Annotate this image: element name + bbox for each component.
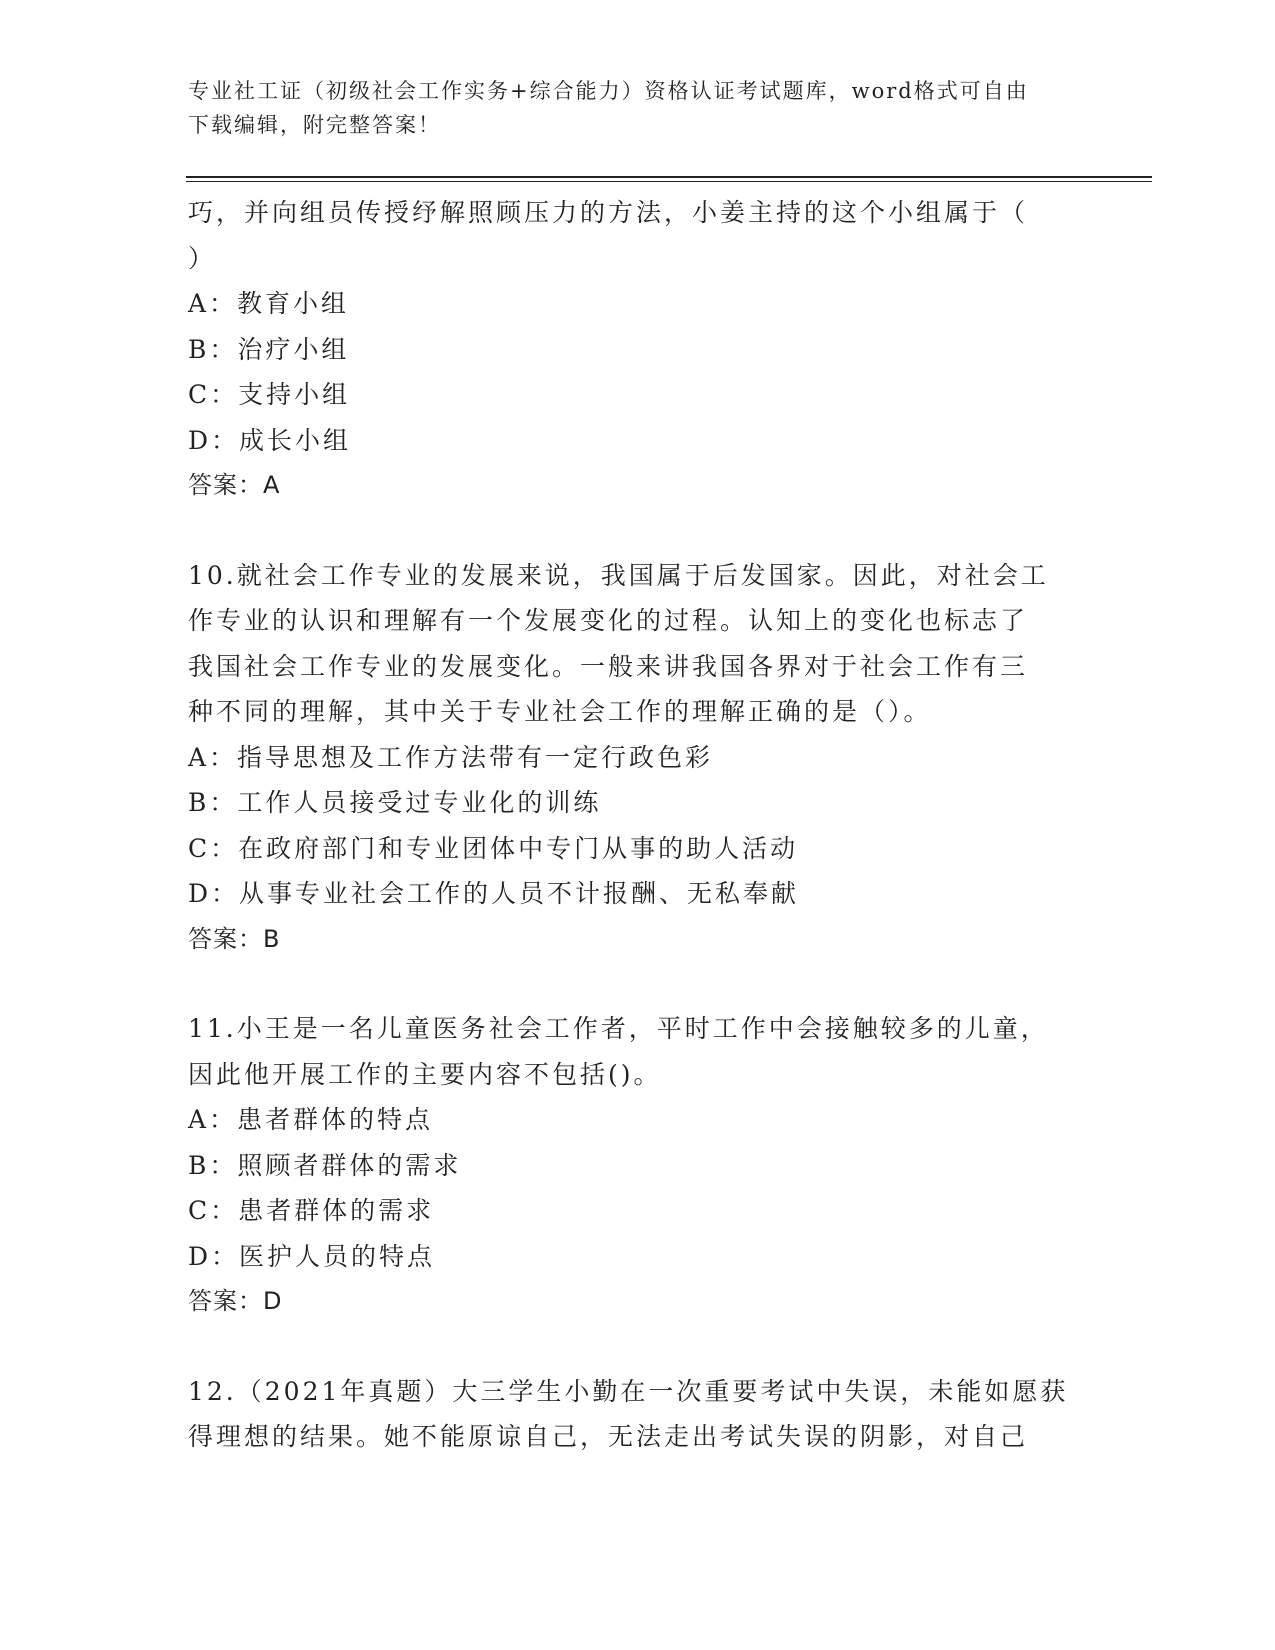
spacer — [188, 509, 1088, 553]
option-c: C：在政府部门和专业团体中专门从事的助人活动 — [188, 833, 799, 863]
option-d: D：成长小组 — [188, 425, 352, 455]
question-stem-line: 作专业的认识和理解有一个发展变化的过程。认知上的变化也标志了 — [188, 606, 1029, 635]
option-b: B：工作人员接受过专业化的训练 — [188, 788, 602, 817]
question-stem-line: 巧，并向组员传授纾解照顾压力的方法，小姜主持的这个小组属于（ — [188, 198, 1029, 227]
question-stem-line: 我国社会工作专业的发展变化。一般来讲我国各界对于社会工作有三 — [188, 651, 1029, 681]
option-c: C：支持小组 — [188, 380, 351, 409]
answer-line: 答案：B — [188, 924, 281, 953]
question-stem-line: ） — [188, 243, 217, 273]
header-line-1: 专业社工证（初级社会工作实务+综合能力）资格认证考试题库，word格式可自由 — [188, 79, 1029, 103]
header-divider — [186, 176, 1152, 182]
page-header — [188, 74, 1088, 142]
question-12 — [188, 1369, 1088, 1460]
question-stem-line: 10.就社会工作专业的发展来说，我国属于后发国家。因此，对社会工 — [188, 560, 1049, 590]
question-stem-line: 11.小王是一名儿童医务社会工作者，平时工作中会接触较多的儿童， — [188, 1014, 1049, 1043]
question-stem-line: 12.（2021年真题）大三学生小勤在一次重要考试中失误，未能如愿获 — [188, 1376, 1069, 1406]
spacer — [188, 962, 1088, 1006]
header-line-2: 下载编辑，附完整答案！ — [188, 113, 441, 137]
question-stem-line: 种不同的理解，其中关于专业社会工作的理解正确的是（）。 — [188, 697, 932, 726]
option-a: A：患者群体的特点 — [188, 1105, 434, 1134]
question-11 — [188, 1006, 1088, 1325]
option-a: A：教育小组 — [188, 289, 350, 318]
option-c: C：患者群体的需求 — [188, 1196, 435, 1225]
option-b: B：照顾者群体的需求 — [188, 1150, 462, 1180]
question-stem-line: 因此他开展工作的主要内容不包括()。 — [188, 1059, 662, 1089]
question-stem-line: 得理想的结果。她不能原谅自己，无法走出考试失误的阴影，对自己 — [188, 1422, 1029, 1451]
answer-line: 答案：D — [188, 1287, 283, 1315]
answer-line: 答案：A — [188, 471, 281, 499]
spacer — [188, 1325, 1088, 1369]
page-content — [188, 190, 1088, 1460]
option-d: D：从事专业社会工作的人员不计报酬、无私奉献 — [188, 879, 800, 908]
option-a: A：指导思想及工作方法带有一定行政色彩 — [188, 742, 714, 772]
option-d: D：医护人员的特点 — [188, 1241, 436, 1271]
question-10 — [188, 553, 1088, 963]
question-9 — [188, 190, 1088, 509]
option-b: B：治疗小组 — [188, 334, 350, 364]
